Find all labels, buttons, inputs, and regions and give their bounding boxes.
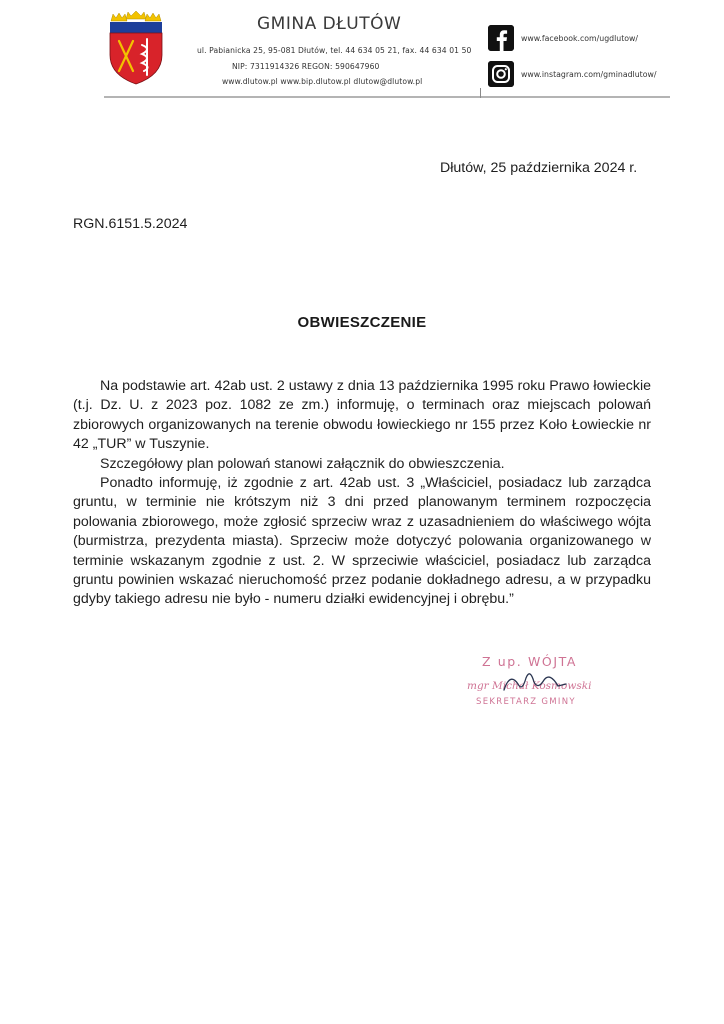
paragraph-objection-rights: Ponadto informuję, iż zgodnie z art. 42ab ust. 3 „Właściciel, posiadacz lub zarządca gruntu, w terminie nie krótszym niż 3 dni przed planowanym terminem rozpoczęcia polowania zbiorowego, może zgłosić sprzeciw wraz z uzasadnieniem do właściwego wójta (burmistrza, prezydenta miasta). Sprzeciw może dotyczyć polowania organizowanego w terminie wskazanym zgodnie z ust. 2. W sprzeciwie właściciel, posiadacz lub zarządca gruntu powinien wskazać nieruchomość przez podanie dokładnego adresu, a w przypadku gdyby takiego adresu nie było - numeru działki ewidencyjnej i obrębu.” xyxy=(73,475,651,608)
paragraph-legal-basis: Na podstawie art. 42ab ust. 2 ustawy z dnia 13 października 1995 roku Prawo łowieckie (t.j. Dz. U. z 2023 poz. 1082 ze zm.) informuję, o terminach oraz miejscach polowań zbiorowych organizowanych na terenie obwodu łowieckiego nr 155 przez Koło Łowieckie nr 42 „TUR” w Tuszynie. xyxy=(73,378,651,453)
paragraph-attachment-note: Szczegółowy plan polowań stanowi załącznik do obwieszczenia. xyxy=(100,456,505,472)
web-links-line: www.dlutow.pl www.bip.dlutow.pl dlutow@dlutow.pl xyxy=(222,77,423,86)
header-divider-tick xyxy=(480,88,481,98)
coat-of-arms-icon xyxy=(107,11,165,85)
stamp-signatory-name: mgr Michał Kosmowski xyxy=(467,680,592,692)
reference-number: RGN.6151.5.2024 xyxy=(73,216,188,232)
handwritten-signature xyxy=(500,664,570,698)
tax-id-line: NIP: 7311914326 REGON: 590647960 xyxy=(232,62,380,71)
address-line: ul. Pabianicka 25, 95-081 Dłutów, tel. 44 634 05 21, fax. 44 634 01 50 xyxy=(197,46,472,55)
instagram-icon xyxy=(488,61,514,87)
stamp-signatory-title: SEKRETARZ GMINY xyxy=(476,697,576,707)
facebook-icon xyxy=(488,25,514,51)
instagram-link[interactable]: www.instagram.com/gminadlutow/ xyxy=(521,70,657,79)
facebook-link[interactable]: www.facebook.com/ugdlutow/ xyxy=(521,34,639,43)
municipality-title: GMINA DŁUTÓW xyxy=(257,14,402,34)
document-heading: OBWIESZCZENIE xyxy=(297,314,427,331)
header-divider xyxy=(104,96,670,98)
stamp-authority: Z up. WÓJTA xyxy=(482,654,578,669)
document-date: Dłutów, 25 października 2024 r. xyxy=(440,160,638,176)
